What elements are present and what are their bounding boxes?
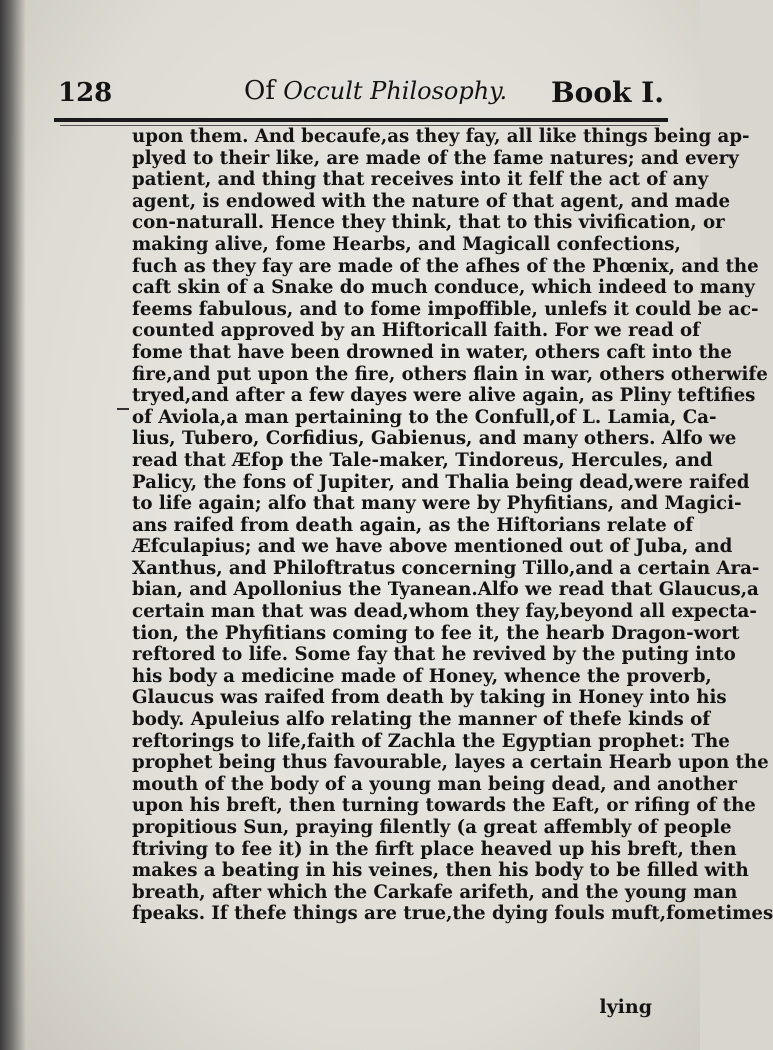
text-line: Xanthus, and Philoftratus concerning Tillo,and a certain Ara-	[132, 557, 760, 579]
text-line: making alive, fome Hearbs, and Magicall confections,	[132, 233, 681, 255]
text-line: his body a medicine made of Honey, whence the proverb,	[132, 665, 712, 687]
catchword: lying	[599, 996, 652, 1018]
book-label: Book I.	[550, 76, 664, 109]
body-text	[132, 126, 773, 925]
text-line: body. Apuleius alfo relating the manner of thefe kinds of	[132, 709, 711, 731]
header-rule	[54, 118, 668, 122]
text-line: fuch as they fay are made of the afhes of the Phœnix, and the	[132, 255, 759, 277]
text-line: breath, after which the Carkafe arifeth, and the young man	[132, 881, 738, 903]
text-line: bian, and Apollonius the Tyanean.Alfo we read that Glaucus,a	[132, 579, 759, 601]
text-line: to life again; alfo that many were by Phyfitians, and Magici-	[132, 493, 742, 515]
running-title	[244, 76, 507, 106]
running-header	[58, 72, 666, 118]
text-line: fpeaks. If thefe things are true,the dying fouls muft,fometimes	[132, 903, 773, 925]
text-line: read that Æfop the Tale-maker, Tindoreus, Hercules, and	[132, 449, 713, 471]
text-line: Palicy, the fons of Jupiter, and Thalia being dead,were raifed	[132, 471, 750, 493]
text-line: agent, is endowed with the nature of that agent, and made	[132, 190, 731, 212]
text-line: upon them. And becaufe,as they fay, all like things being ap-	[132, 126, 750, 147]
text-line: patient, and thing that receives into it felf the act of any	[132, 169, 709, 191]
text-line: fire,and put upon the fire, others flain in war, others otherwife	[132, 363, 768, 385]
text-line: caft skin of a Snake do much conduce, which indeed to many	[132, 277, 755, 299]
text-line: prophet being thus favourable, layes a certain Hearb upon the	[132, 752, 769, 774]
text-line: counted approved by an Hiftoricall faith. For we read of	[132, 320, 700, 342]
text-line: reftorings to life,faith of Zachla the Egyptian prophet: The	[132, 730, 730, 752]
text-line: tion, the Phyfitians coming to fee it, the hearb Dragon-wort	[132, 622, 740, 644]
text-line: fome that have been drowned in water, others caft into the	[132, 341, 732, 363]
text-line: propitious Sun, praying filently (a great affembly of people	[132, 817, 732, 838]
running-title-italic: Occult Philosophy.	[283, 77, 508, 105]
text-line: ans raifed from death again, as the Hiftorians relate of	[132, 514, 694, 536]
text-line: of Aviola,a man pertaining to the Confull,of L. Lamia, Ca-	[132, 406, 717, 428]
margin-mark	[117, 408, 129, 410]
text-line: plyed to their like, are made of the fame natures; and every	[132, 147, 739, 169]
text-line: reftored to life. Some fay that he revived by the puting into	[132, 644, 736, 666]
text-line: upon his breft, then turning towards the Eaft, or rifing of the	[132, 795, 756, 817]
text-line: Æfculapius; and we have above mentioned out of Juba, and	[132, 536, 733, 558]
text-line: feems fabulous, and to fome impoffible, unlefs it could be ac-	[132, 298, 759, 320]
page-number: 128	[58, 78, 113, 108]
text-line: con-naturall. Hence they think, that to this vivification, or	[132, 212, 725, 234]
text-line: certain man that was dead,whom they fay,beyond all expecta-	[132, 601, 757, 623]
text-line: tryed,and after a few dayes were alive again, as Pliny teftifies	[132, 385, 756, 407]
text-line: Glaucus was raifed from death by taking in Honey into his	[132, 687, 727, 709]
binding-shadow	[0, 0, 26, 1050]
text-line: ftriving to fee it) in the firft place heaved up his breft, then	[132, 838, 737, 860]
running-title-prefix: Of	[244, 76, 284, 106]
text-line: lius, Tubero, Corfidius, Gabienus, and many others. Alfo we	[132, 428, 737, 450]
text-line: makes a beating in his veines, then his body to be filled with	[132, 860, 749, 882]
text-line: mouth of the body of a young man being dead, and another	[132, 773, 737, 795]
